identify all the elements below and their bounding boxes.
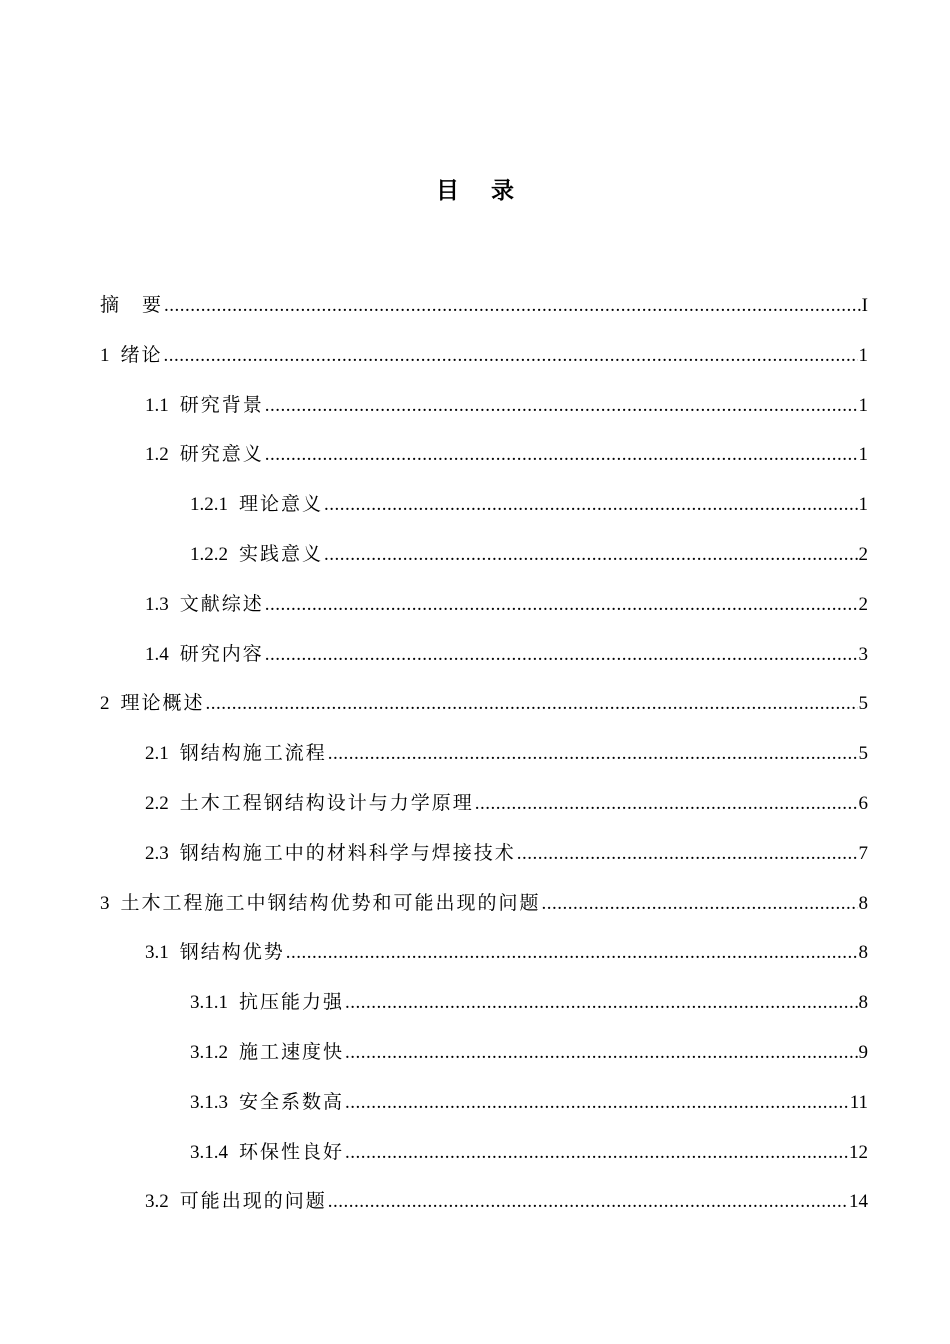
toc-entry-number: 2.3 (145, 842, 169, 864)
toc-entry-page-number: 9 (858, 1041, 868, 1063)
dot-leader (345, 1088, 849, 1118)
toc-entry-page-number: 8 (858, 942, 868, 964)
toc-entry-label: 安全系数高 (239, 1090, 345, 1113)
toc-entry-number: 3.1.2 (190, 1041, 228, 1063)
toc-entry[interactable] (100, 340, 868, 390)
toc-entry-label: 可能出现的问题 (179, 1190, 327, 1213)
toc-entry-page-number: 2 (858, 593, 868, 615)
toc-entry[interactable] (100, 738, 868, 788)
toc-entry[interactable] (100, 788, 868, 838)
toc-entry-number: 3.1 (145, 942, 169, 964)
dot-leader (324, 490, 857, 520)
toc-entry-label: 实践意义 (239, 542, 324, 565)
toc-entry[interactable] (100, 290, 868, 340)
toc-entry-page-number: 5 (858, 743, 868, 765)
toc-entry-number: 1.2.2 (190, 543, 228, 565)
toc-entry-page-number: 8 (858, 892, 868, 914)
toc-entry-number: 3.1.3 (190, 1091, 228, 1113)
toc-entry-page-number: 8 (858, 992, 868, 1014)
toc-entry-label: 环保性良好 (239, 1140, 345, 1163)
toc-entry[interactable] (100, 439, 868, 489)
toc-entry-page-number: 2 (858, 543, 868, 565)
toc-entry[interactable] (100, 1037, 868, 1087)
toc-entry[interactable] (100, 838, 868, 888)
toc-list (100, 290, 868, 1236)
toc-entry-label: 文献综述 (179, 592, 264, 615)
toc-entry-page-number: 5 (858, 693, 868, 715)
dot-leader (475, 789, 858, 819)
dot-leader (328, 739, 858, 769)
toc-entry-page-number: 6 (858, 792, 868, 814)
dot-leader (328, 1187, 848, 1217)
toc-entry[interactable] (100, 1186, 868, 1236)
toc-entry-label: 绪论 (120, 343, 163, 366)
toc-entry[interactable] (100, 489, 868, 539)
toc-entry-label: 施工速度快 (239, 1040, 345, 1063)
toc-entry-page-number: 1 (858, 344, 868, 366)
toc-entry-number: 1.2.1 (190, 494, 228, 516)
toc-entry[interactable] (100, 539, 868, 589)
toc-entry-number: 2.1 (145, 743, 169, 765)
dot-leader (265, 640, 858, 670)
toc-entry-label: 研究内容 (179, 642, 264, 665)
toc-entry[interactable] (100, 639, 868, 689)
toc-entry-label: 研究意义 (179, 443, 264, 466)
toc-entry-page-number: 14 (849, 1191, 868, 1213)
toc-entry-page-number: 1 (858, 394, 868, 416)
toc-entry-number: 3 (100, 892, 110, 914)
dot-leader (206, 689, 858, 719)
toc-entry-number: 1.1 (145, 394, 169, 416)
toc-entry-page-number: 12 (849, 1141, 868, 1163)
toc-entry-number: 3.1.4 (190, 1141, 228, 1163)
toc-title: 目 录 (435, 177, 526, 204)
toc-entry-number: 2.2 (145, 792, 169, 814)
toc-entry[interactable] (100, 888, 868, 938)
dot-leader (286, 938, 858, 968)
dot-leader (345, 1038, 857, 1068)
toc-entry-page-number: 1 (858, 494, 868, 516)
toc-entry-label: 钢结构施工中的材料科学与焊接技术 (179, 841, 516, 864)
dot-leader (324, 540, 857, 570)
toc-entry[interactable] (100, 688, 868, 738)
toc-entry[interactable] (100, 987, 868, 1037)
toc-entry-label: 钢结构优势 (179, 941, 285, 964)
dot-leader (164, 291, 861, 321)
toc-entry-label: 研究背景 (179, 393, 264, 416)
toc-entry-number: 1 (100, 344, 110, 366)
dot-leader (265, 391, 858, 421)
toc-entry-label: 摘 要 (100, 294, 164, 316)
toc-entry-label: 理论意义 (239, 493, 324, 516)
toc-entry[interactable] (100, 390, 868, 440)
dot-leader (265, 440, 858, 470)
toc-entry-number: 2 (100, 693, 110, 715)
dot-leader (517, 839, 858, 869)
toc-entry-number: 3.2 (145, 1191, 169, 1213)
toc-entry-page-number: 11 (849, 1091, 868, 1113)
dot-leader (265, 590, 858, 620)
dot-leader (164, 341, 858, 371)
toc-entry-number: 1.3 (145, 593, 169, 615)
dot-leader (542, 889, 858, 919)
toc-entry-number: 1.4 (145, 643, 169, 665)
toc-entry[interactable] (100, 589, 868, 639)
toc-entry-label: 钢结构施工流程 (179, 742, 327, 765)
toc-entry-page-number: 3 (858, 643, 868, 665)
toc-entry-label: 土木工程施工中钢结构优势和可能出现的问题 (120, 891, 541, 914)
toc-entry-label: 土木工程钢结构设计与力学原理 (179, 791, 474, 814)
dot-leader (345, 988, 857, 1018)
toc-entry-page-number: I (861, 295, 868, 316)
toc-entry-number: 1.2 (145, 444, 169, 466)
toc-entry-number: 3.1.1 (190, 992, 228, 1014)
toc-entry-label: 抗压能力强 (239, 991, 345, 1014)
toc-entry-page-number: 1 (858, 444, 868, 466)
toc-entry-page-number: 7 (858, 842, 868, 864)
toc-entry[interactable] (100, 1087, 868, 1137)
toc-entry[interactable] (100, 937, 868, 987)
toc-entry-label: 理论概述 (120, 692, 205, 715)
dot-leader (345, 1138, 848, 1168)
toc-entry[interactable] (100, 1137, 868, 1187)
